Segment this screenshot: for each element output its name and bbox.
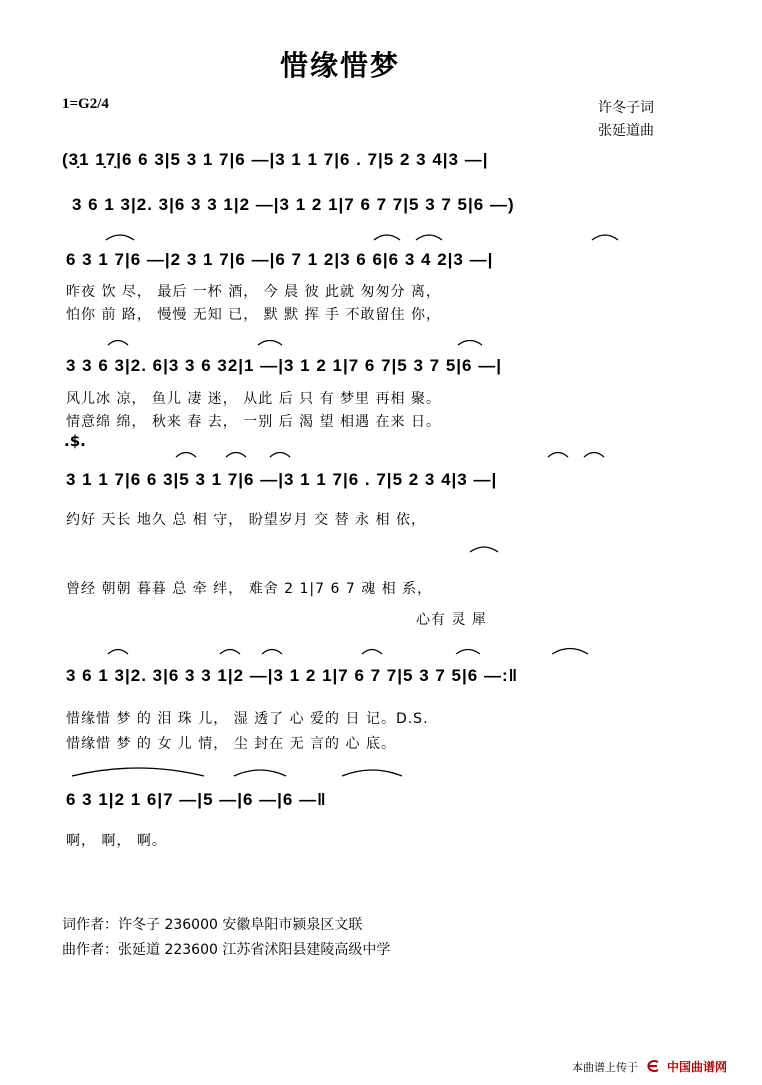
lyric-line-3b: 怕你 前 路， 慢慢 无知 已， 默 默 挥 手 不敢留住 你，	[66, 307, 441, 323]
score-line-4: 3 3 6 3|2. 6|3 3 6 32|1 —|3 1 2 1|7 6 7|5 3 7 5|6 —|	[66, 356, 502, 375]
site-logo-icon	[646, 1060, 660, 1072]
lyric-line-7b: 惜缘惜 梦 的 女 儿 情， 尘 封在 无 言的 心 底。	[66, 736, 396, 752]
lyric-line-6b: 心有 灵 犀	[416, 612, 487, 628]
lyric-line-3a: 昨夜 饮 尽， 最后 一杯 酒， 今 晨 彼 此就 匆匆分 离，	[66, 284, 441, 300]
upload-text: 本曲谱上传于	[572, 1061, 638, 1074]
lyric-line-4b: 情意绵 绵， 秋来 春 去， 一别 后 渴 望 相遇 在来 日。	[66, 414, 441, 430]
song-title: 惜缘惜梦	[279, 49, 400, 82]
score-line-1: (3̣1 1̣7̣|6 6 3|5 3 1 7|6 —|3 1 1 7|6 . 7|5 2 3 4|3 —|	[62, 150, 489, 169]
composer-address: 曲作者：张延道 223600 江苏省沭阳县建陵高级中学	[62, 942, 391, 958]
lyric-line-8a: 啊， 啊， 啊。	[66, 833, 167, 849]
segno-mark: .$.	[64, 432, 86, 450]
score-line-3: 6 3 1 7|6 —|2 3 1 7|6 —|6 7 1 2|3 6 6|6 3 4 2|3 —|	[66, 250, 494, 269]
lyric-line-5a: 约好 天长 地久 总 相 守， 盼望岁月 交 替 永 相 依，	[66, 512, 426, 528]
score-line-2: 3 6 1 3|2. 3|6 3 3 1|2 —|3 1 2 1|7 6 7 7|5 3 7 5|6 —)	[72, 195, 515, 214]
lyric-line-7a: 惜缘惜 梦 的 泪 珠 儿， 湿 透了 心 爱的 日 记。D.S.	[66, 711, 429, 727]
lyricist-credit: 许冬子词	[598, 100, 654, 116]
score-line-5: 3 1 1 7|6 6 3|5 3 1 7|6 —|3 1 1 7|6 . 7|5 2 3 4|3 —|	[66, 470, 498, 489]
upload-notice	[572, 1058, 727, 1075]
lyric-line-6a: 曾经 朝朝 暮暮 总 牵 绊， 难舍 2 1|7 6 7 魂 相 系，	[66, 581, 433, 597]
composer-credit: 张延道曲	[598, 123, 654, 139]
key-signature: 1=G2/4	[62, 96, 109, 112]
lyric-line-4a: 风儿冰 凉， 鱼儿 凄 迷， 从此 后 只 有 梦里 再相 聚。	[66, 391, 441, 407]
score-line-8: 6 3 1|2 1 6|7 —|5 —|6 —|6 —‖	[66, 790, 327, 809]
lyricist-address: 词作者：许冬子 236000 安徽阜阳市颍泉区文联	[62, 917, 363, 933]
score-line-7: 3 6 1 3|2. 3|6 3 3 1|2 —|3 1 2 1|7 6 7 7|5 3 7 5|6 —:‖	[66, 666, 519, 685]
site-brand[interactable]: 中国曲谱网	[667, 1060, 728, 1074]
